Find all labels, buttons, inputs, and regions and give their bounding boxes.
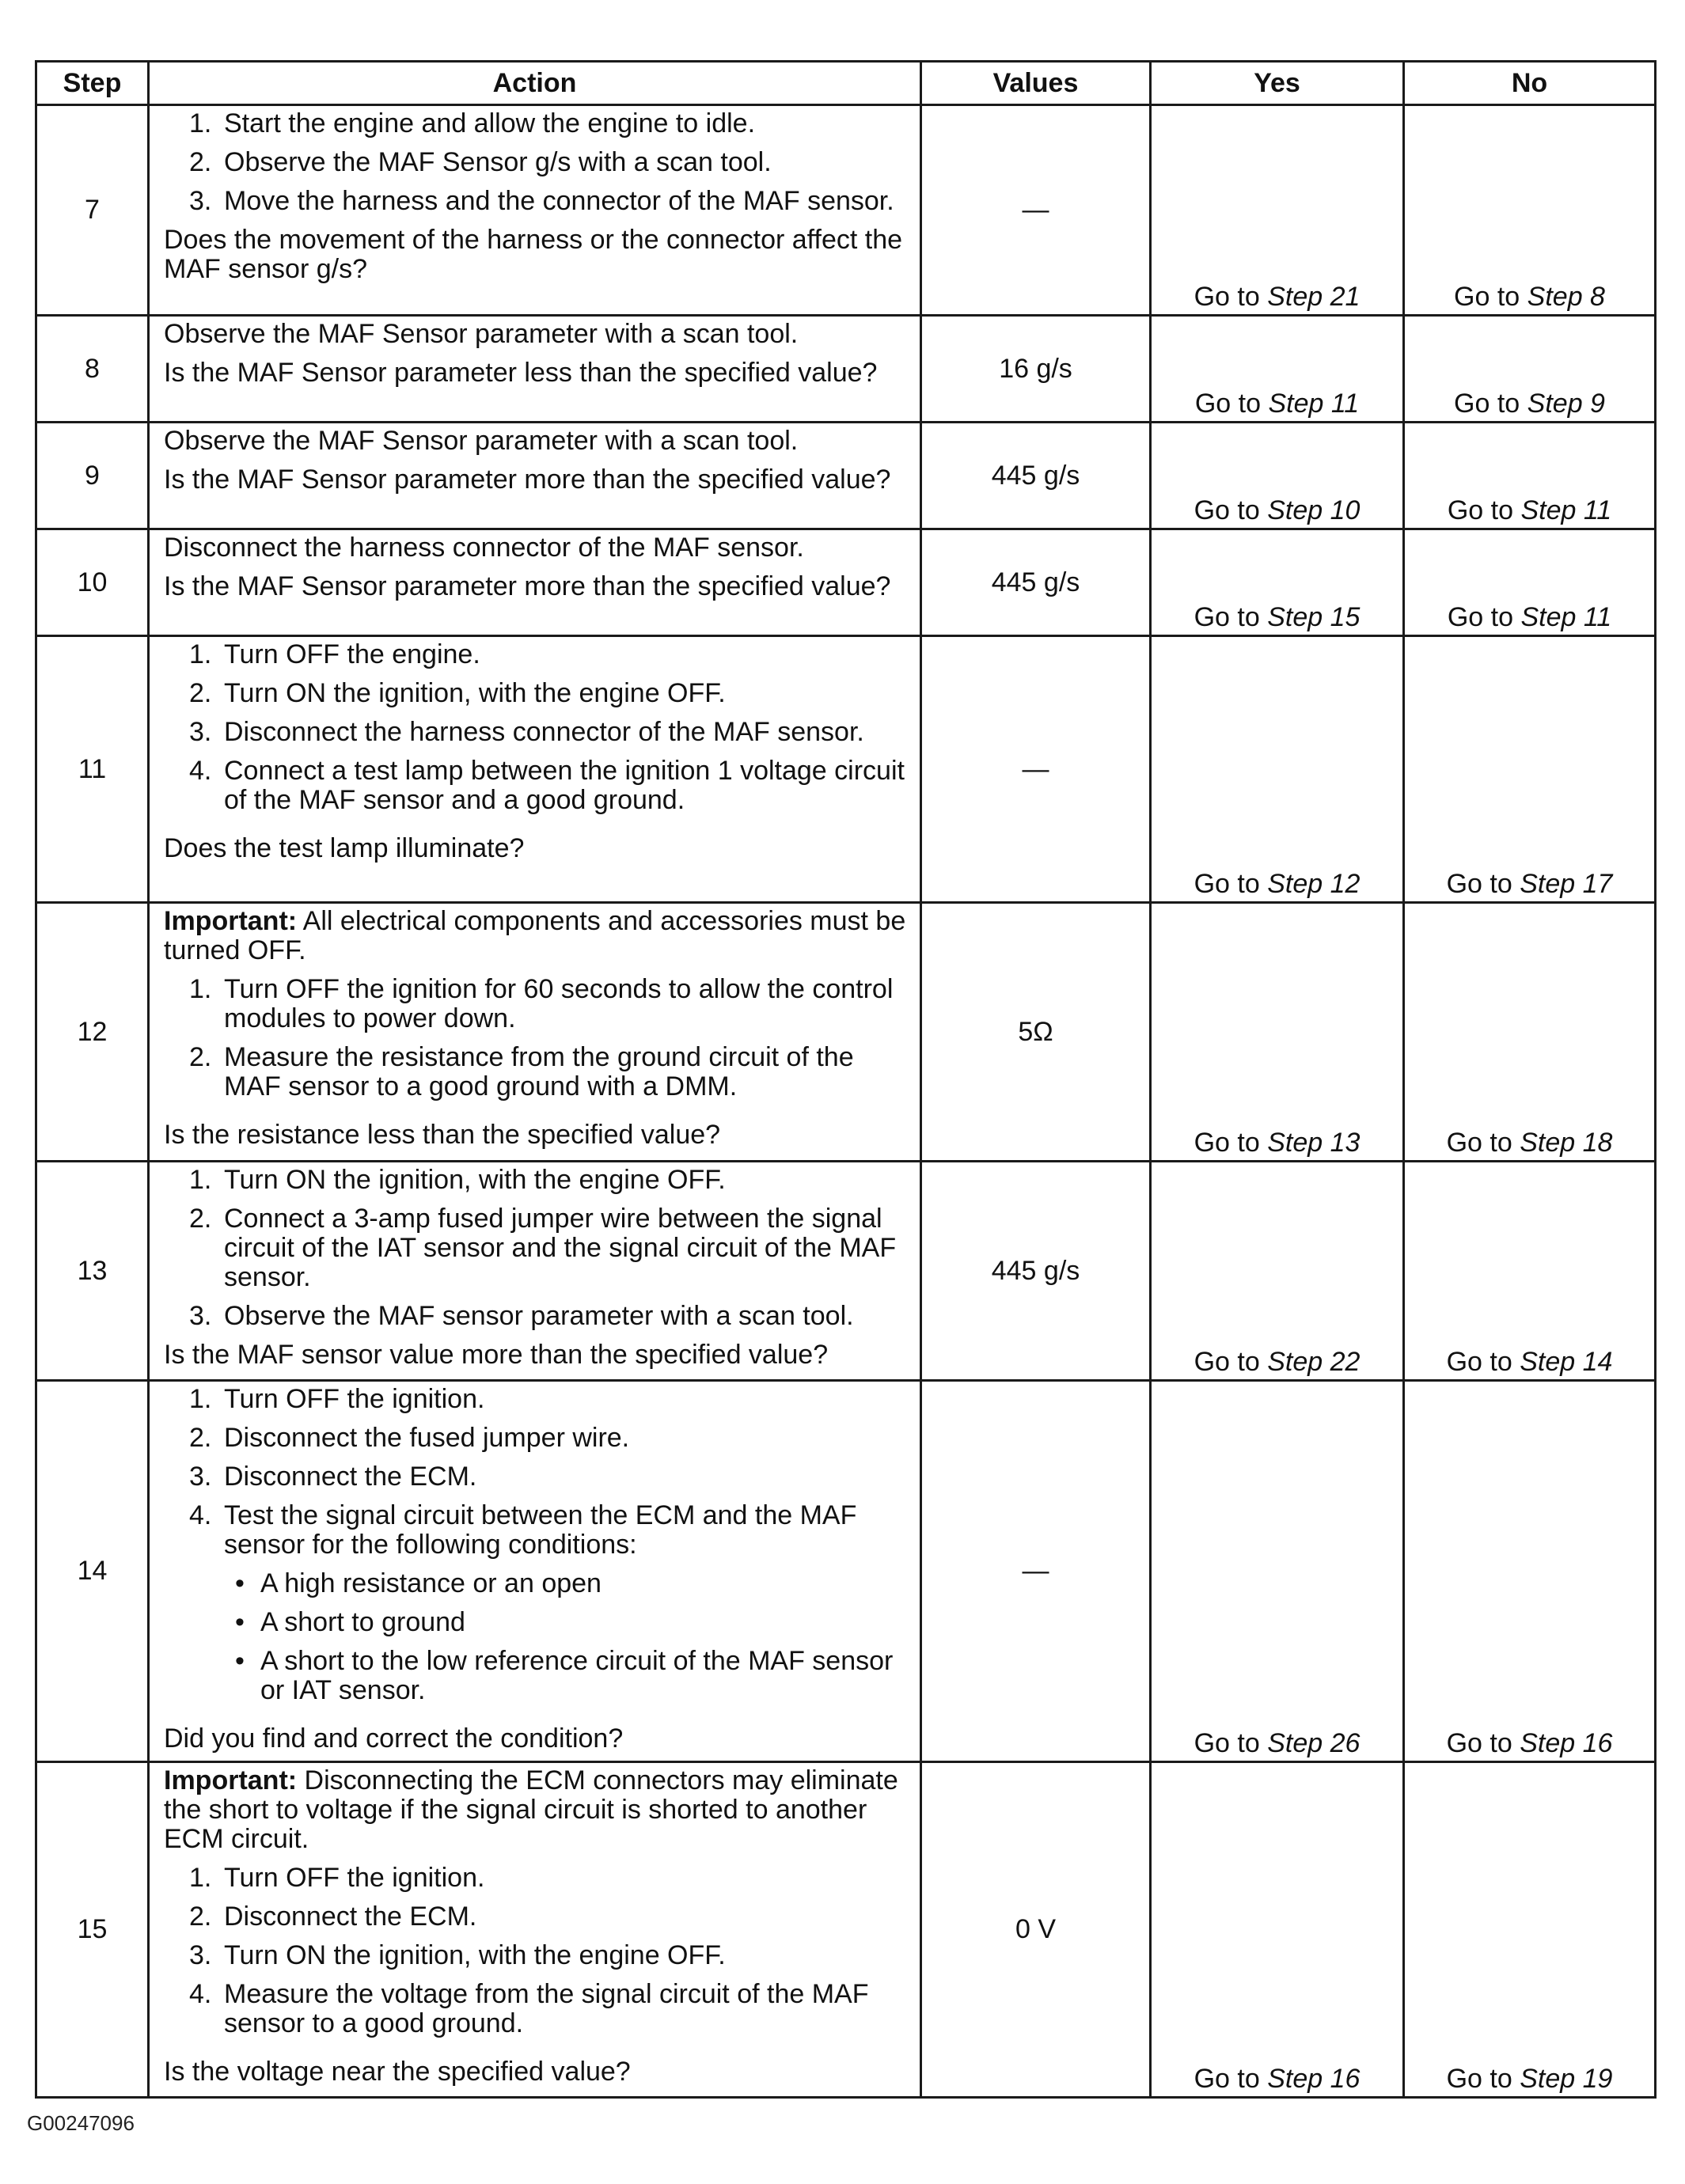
- bullet-text: A short to the low reference circuit of the MAF sensor or IAT sensor.: [260, 1646, 894, 1705]
- header-yes: Yes: [1151, 62, 1404, 105]
- goto-prefix: Go to: [1194, 869, 1260, 899]
- goto-prefix: Go to: [1194, 1347, 1260, 1377]
- yes-cell: [1151, 423, 1404, 529]
- numbered-step: [189, 1980, 912, 2038]
- step-number: 12: [36, 903, 149, 1162]
- step-index: 1.: [189, 1165, 212, 1195]
- goto-prefix: Go to: [1454, 389, 1520, 419]
- table-row: [36, 636, 1656, 903]
- no-cell: [1404, 1162, 1656, 1381]
- action-cell: [149, 423, 921, 529]
- yes-target-step: Step 11: [1268, 389, 1360, 419]
- bullet-icon: •: [235, 1568, 245, 1598]
- important-note: [164, 1766, 912, 1854]
- step-index: 3.: [189, 717, 212, 747]
- header-row: [36, 62, 1656, 105]
- no-cell: [1404, 316, 1656, 423]
- goto-prefix: Go to: [1194, 1128, 1260, 1158]
- table-row: [36, 529, 1656, 636]
- step-instruction: Turn OFF the engine.: [224, 639, 480, 669]
- step-number: 7: [36, 105, 149, 316]
- yes-target-step: Step 21: [1267, 282, 1361, 312]
- step-instruction: Turn OFF the ignition for 60 seconds to allow the control modules to power down.: [224, 974, 894, 1033]
- bullet-item: [235, 1647, 912, 1705]
- goto-prefix: Go to: [1194, 602, 1260, 632]
- step-instruction: Disconnect the harness connector of the MAF sensor.: [224, 717, 864, 747]
- step-instruction: Turn ON the ignition, with the engine OFF.: [224, 678, 726, 708]
- figure-code: G00247096: [27, 2111, 135, 2135]
- step-instruction: Measure the voltage from the signal circuit of the MAF sensor to a good ground.: [224, 1979, 869, 2038]
- goto-prefix: Go to: [1446, 1728, 1512, 1758]
- header-no: No: [1404, 62, 1656, 105]
- step-instruction: Connect a test lamp between the ignition 1 voltage circuit of the MAF sensor and a good ground.: [224, 756, 905, 815]
- table-row: [36, 423, 1656, 529]
- step-instruction: Turn ON the ignition, with the engine OFF.: [224, 1165, 726, 1195]
- question: Does the movement of the harness or the connector affect the MAF sensor g/s?: [164, 225, 903, 284]
- numbered-step: [189, 1302, 912, 1331]
- step-instruction: Turn OFF the ignition.: [224, 1863, 485, 1893]
- no-cell: [1404, 1381, 1656, 1762]
- no-target-step: Step 19: [1520, 2064, 1613, 2094]
- step-index: 2.: [189, 1204, 212, 1234]
- important-note: [164, 907, 912, 965]
- goto-prefix: Go to: [1446, 1128, 1512, 1158]
- goto-prefix: Go to: [1446, 2064, 1512, 2094]
- action-text: Disconnect the harness connector of the MAF sensor.: [164, 533, 804, 563]
- step-instruction: Measure the resistance from the ground circuit of the MAF sensor to a good ground with a DMM.: [224, 1042, 854, 1101]
- step-number: 9: [36, 423, 149, 529]
- step-instruction: Connect a 3-amp fused jumper wire between the signal circuit of the IAT sensor and the signal circuit of the MAF sensor.: [224, 1204, 897, 1292]
- numbered-step: [189, 1501, 912, 1560]
- table-row: [36, 1762, 1656, 2098]
- step-instruction: Observe the MAF Sensor g/s with a scan tool.: [224, 147, 772, 177]
- numbered-step: [189, 1864, 912, 1893]
- important-label: Important:: [164, 906, 298, 936]
- question: Is the voltage near the specified value?: [164, 2057, 631, 2087]
- bullet-item: [235, 1569, 912, 1598]
- step-index: 2.: [189, 1423, 212, 1453]
- yes-target-step: Step 16: [1267, 2064, 1361, 2094]
- step-instruction: Turn OFF the ignition.: [224, 1384, 485, 1414]
- action-cell: [149, 529, 921, 636]
- numbered-step: [189, 1385, 912, 1414]
- goto-prefix: Go to: [1194, 2064, 1260, 2094]
- action-text: Is the MAF Sensor parameter more than the specified value?: [164, 571, 891, 601]
- diagnostic-table: [35, 60, 1657, 2099]
- yes-cell: [1151, 903, 1404, 1162]
- goto-prefix: Go to: [1194, 495, 1260, 525]
- yes-cell: [1151, 316, 1404, 423]
- yes-cell: [1151, 105, 1404, 316]
- action-cell: [149, 1162, 921, 1381]
- numbered-step: [189, 1424, 912, 1453]
- action-cell: [149, 636, 921, 903]
- step-number: 13: [36, 1162, 149, 1381]
- no-target-step: Step 14: [1520, 1347, 1613, 1377]
- no-cell: [1404, 903, 1656, 1162]
- no-target-step: Step 11: [1520, 495, 1612, 525]
- goto-prefix: Go to: [1446, 869, 1512, 899]
- action-cell: [149, 105, 921, 316]
- goto-prefix: Go to: [1194, 1728, 1260, 1758]
- numbered-step: [189, 640, 912, 669]
- bullet-text: A high resistance or an open: [260, 1568, 602, 1598]
- step-index: 3.: [189, 186, 212, 216]
- goto-prefix: Go to: [1194, 282, 1260, 312]
- step-index: 2.: [189, 1902, 212, 1932]
- no-cell: [1404, 1762, 1656, 2098]
- table-row: [36, 105, 1656, 316]
- step-instruction: Observe the MAF sensor parameter with a scan tool.: [224, 1301, 854, 1331]
- step-number: 14: [36, 1381, 149, 1762]
- step-index: 1.: [189, 974, 212, 1004]
- no-target-step: Step 17: [1520, 869, 1613, 899]
- step-index: 4.: [189, 1500, 212, 1530]
- step-index: 1.: [189, 639, 212, 669]
- step-instruction: Disconnect the fused jumper wire.: [224, 1423, 630, 1453]
- action-cell: [149, 1381, 921, 1762]
- numbered-step: [189, 1166, 912, 1195]
- step-instruction: Start the engine and allow the engine to idle.: [224, 108, 756, 138]
- action-cell: [149, 1762, 921, 2098]
- specified-value: —: [921, 1381, 1151, 1762]
- no-cell: [1404, 105, 1656, 316]
- numbered-step: [189, 1462, 912, 1492]
- table-body: [36, 105, 1656, 2098]
- yes-target-step: Step 22: [1267, 1347, 1361, 1377]
- bullet-icon: •: [235, 1646, 245, 1676]
- specified-value: 5Ω: [921, 903, 1151, 1162]
- goto-prefix: Go to: [1194, 389, 1262, 419]
- no-target-step: Step 9: [1527, 389, 1605, 419]
- step-index: 1.: [189, 1863, 212, 1893]
- question: Did you find and correct the condition?: [164, 1723, 624, 1754]
- step-number: 10: [36, 529, 149, 636]
- specified-value: 445 g/s: [921, 529, 1151, 636]
- step-instruction: Disconnect the ECM.: [224, 1462, 477, 1492]
- step-index: 3.: [189, 1940, 212, 1970]
- step-index: 2.: [189, 1042, 212, 1072]
- bullet-text: A short to ground: [260, 1607, 465, 1637]
- goto-prefix: Go to: [1446, 1347, 1512, 1377]
- yes-target-step: Step 12: [1267, 869, 1361, 899]
- header-values: Values: [921, 62, 1151, 105]
- question: Does the test lamp illuminate?: [164, 833, 525, 863]
- step-index: 1.: [189, 1384, 212, 1414]
- important-label: Important:: [164, 1765, 298, 1795]
- step-number: 11: [36, 636, 149, 903]
- step-number: 15: [36, 1762, 149, 2098]
- action-text: Is the MAF sensor value more than the specified value?: [164, 1340, 829, 1370]
- yes-target-step: Step 10: [1267, 495, 1361, 525]
- specified-value: —: [921, 636, 1151, 903]
- no-cell: [1404, 529, 1656, 636]
- step-index: 2.: [189, 147, 212, 177]
- specified-value: 0 V: [921, 1762, 1151, 2098]
- specified-value: 445 g/s: [921, 1162, 1151, 1381]
- step-index: 3.: [189, 1462, 212, 1492]
- no-target-step: Step 8: [1527, 282, 1605, 312]
- action-text: Is the MAF Sensor parameter more than the specified value?: [164, 464, 891, 495]
- important-text: All electrical components and accessories must be turned OFF.: [164, 906, 906, 965]
- yes-cell: [1151, 636, 1404, 903]
- no-target-step: Step 11: [1520, 602, 1612, 632]
- bullet-icon: •: [235, 1607, 245, 1637]
- numbered-step: [189, 1204, 912, 1292]
- numbered-step: [189, 718, 912, 747]
- step-index: 4.: [189, 1979, 212, 2009]
- table-row: [36, 1381, 1656, 1762]
- specified-value: —: [921, 105, 1151, 316]
- step-index: 2.: [189, 678, 212, 708]
- important-text: Disconnecting the ECM connectors may eliminate the short to voltage if the signal circuit is shorted to another ECM circuit.: [164, 1765, 898, 1854]
- step-instruction: Turn ON the ignition, with the engine OFF.: [224, 1940, 726, 1970]
- goto-prefix: Go to: [1447, 495, 1514, 525]
- table-row: [36, 903, 1656, 1162]
- goto-prefix: Go to: [1454, 282, 1520, 312]
- numbered-step: [189, 679, 912, 708]
- no-cell: [1404, 636, 1656, 903]
- action-cell: [149, 316, 921, 423]
- numbered-step: [189, 1043, 912, 1101]
- bullet-item: [235, 1608, 912, 1637]
- action-text: Observe the MAF Sensor parameter with a scan tool.: [164, 426, 799, 456]
- numbered-step: [189, 148, 912, 177]
- step-instruction: Move the harness and the connector of the MAF sensor.: [224, 186, 894, 216]
- yes-cell: [1151, 1381, 1404, 1762]
- yes-cell: [1151, 1162, 1404, 1381]
- yes-cell: [1151, 1762, 1404, 2098]
- step-number: 8: [36, 316, 149, 423]
- step-index: 4.: [189, 756, 212, 786]
- specified-value: 16 g/s: [921, 316, 1151, 423]
- header-step: Step: [36, 62, 149, 105]
- no-cell: [1404, 423, 1656, 529]
- no-target-step: Step 18: [1520, 1128, 1613, 1158]
- no-target-step: Step 16: [1520, 1728, 1613, 1758]
- table-row: [36, 316, 1656, 423]
- numbered-step: [189, 109, 912, 138]
- goto-prefix: Go to: [1447, 602, 1514, 632]
- step-instruction: Disconnect the ECM.: [224, 1902, 477, 1932]
- yes-target-step: Step 13: [1267, 1128, 1361, 1158]
- yes-target-step: Step 26: [1267, 1728, 1361, 1758]
- action-text: Observe the MAF Sensor parameter with a scan tool.: [164, 319, 799, 349]
- yes-cell: [1151, 529, 1404, 636]
- step-index: 1.: [189, 108, 212, 138]
- specified-value: 445 g/s: [921, 423, 1151, 529]
- action-cell: [149, 903, 921, 1162]
- action-text: Is the MAF Sensor parameter less than the specified value?: [164, 358, 878, 388]
- question: Is the resistance less than the specified value?: [164, 1120, 721, 1150]
- numbered-step: [189, 975, 912, 1033]
- numbered-step: [189, 1902, 912, 1932]
- table-row: [36, 1162, 1656, 1381]
- step-instruction: Test the signal circuit between the ECM and the MAF sensor for the following conditions:: [224, 1500, 857, 1560]
- numbered-step: [189, 1941, 912, 1970]
- yes-target-step: Step 15: [1267, 602, 1361, 632]
- step-index: 3.: [189, 1301, 212, 1331]
- numbered-step: [189, 756, 912, 815]
- numbered-step: [189, 187, 912, 216]
- header-action: Action: [149, 62, 921, 105]
